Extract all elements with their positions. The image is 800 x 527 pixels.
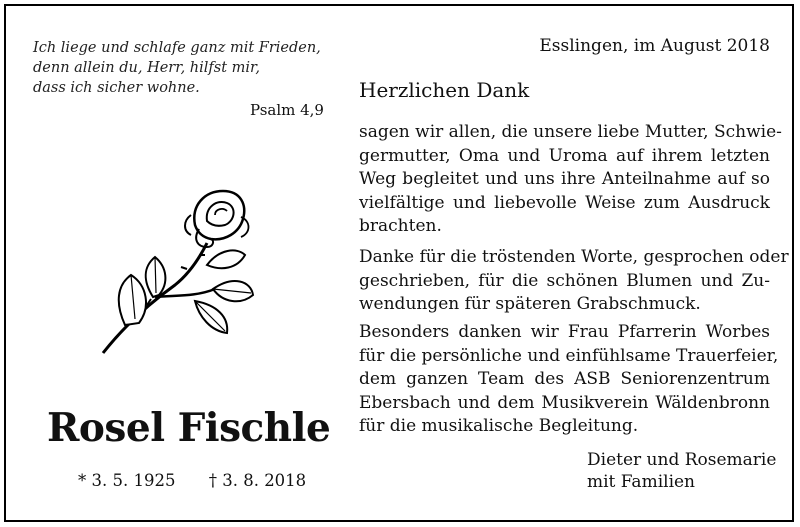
psalm-reference: Psalm 4,9	[250, 101, 324, 119]
text-line: Ebersbach und dem Musikverein Wäldenbronn	[359, 392, 770, 413]
text-line: sagen wir allen, die unsere liebe Mutter, Schwie-	[359, 122, 782, 142]
text-line: geschrieben, für die schönen Blumen und Zu-	[359, 270, 770, 291]
deceased-name: Rosel Fischle	[47, 405, 331, 451]
text-line: Besonders danken wir Frau Pfarrerin Worbes	[359, 322, 770, 342]
psalm-verse	[33, 38, 321, 98]
text-line: germutter, Oma und Uroma auf ihrem letzten	[359, 145, 770, 166]
thanks-heading: Herzlichen Dank	[359, 78, 530, 102]
birth-date: * 3. 5. 1925	[78, 471, 176, 490]
text-line: vielfältige und liebevolle Weise zum Ausdruck	[359, 192, 770, 213]
text-line: Weg begleitet und uns ihre Anteilnahme auf so	[359, 169, 770, 189]
rose-with-stem-icon	[95, 185, 255, 355]
verse-line: dass ich sicher wohne.	[33, 80, 200, 96]
text-line: für die musikalische Begleitung.	[359, 416, 639, 436]
life-dates	[78, 471, 334, 490]
thanks-paragraph-1	[359, 121, 782, 239]
text-line: Danke für die tröstenden Worte, gesprochen oder	[359, 247, 789, 267]
text-line: für die persönliche und einfühlsame Trauerfeier,	[359, 345, 779, 366]
text-line: brachten.	[359, 216, 442, 236]
death-date: † 3. 8. 2018	[208, 471, 307, 490]
signature-line: Dieter und Rosemarie	[587, 450, 777, 470]
verse-line: Ich liege und schlafe ganz mit Frieden,	[33, 40, 321, 56]
text-line: wendungen für späteren Grabschmuck.	[359, 294, 701, 314]
thanks-paragraph-2	[359, 246, 789, 317]
signature	[587, 449, 776, 493]
thanks-paragraph-3	[359, 321, 779, 439]
verse-line: denn allein du, Herr, hilfst mir,	[33, 60, 260, 76]
text-line: dem ganzen Team des ASB Seniorenzentrum	[359, 369, 770, 389]
signature-line: mit Familien	[587, 472, 696, 492]
place-and-date: Esslingen, im August 2018	[539, 36, 770, 56]
